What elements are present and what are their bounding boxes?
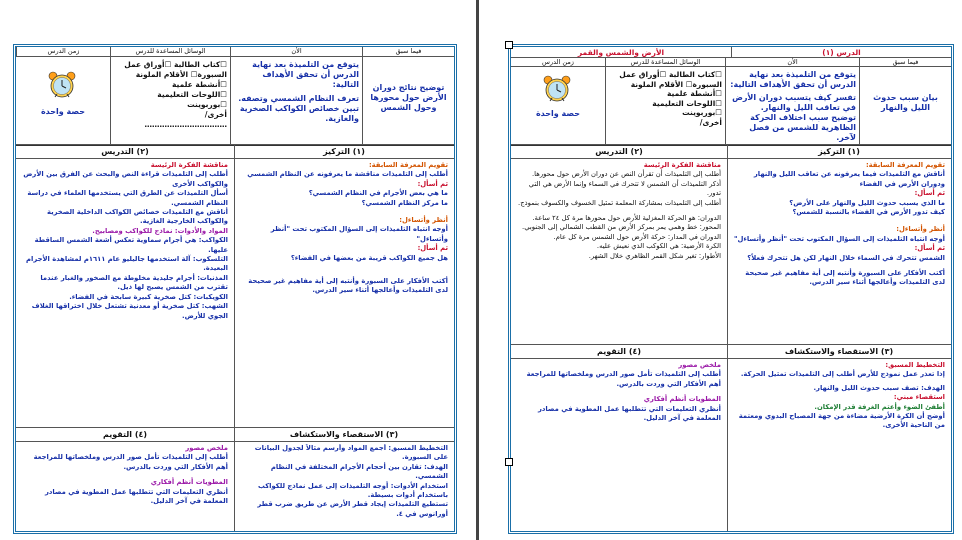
checkbox-icon[interactable]: ☐ [715,98,722,108]
tool-item: اللوحات التعليمية [157,90,221,99]
focus-line: أوجه انتباه التلميذات إلى السؤال المكتوب تحت "أنظر وأتساءل" [733,234,945,243]
lesson-header [16,47,454,146]
teaching-line: أسأل التلميذات عن الطرق التي يستخدمها العلماء في دراسة النظام الشمسي. [27,189,228,207]
teaching-line: أناقش مع التلميذات خصائص الكواكب الداخلية الصخرية والكواكب الخارجية الغازية. [46,208,228,226]
teaching-line: أطلب إلى التلميذات أن تقرأن النص عن دوران الأرض حول محورها. [532,170,721,179]
teaching-line: الأطوار: تغير شكل القمر الظاهري خلال الشهر. [588,251,721,260]
focus-line: هل جميع الكواكب قريبة من بعضها في الفضاء؟ [290,253,448,262]
teaching-title: (٢) التدريس [101,147,149,156]
focus-line: ما هي بعض الأجرام في النظام الشمسي؟ [308,189,448,198]
tool-item: أخرى/ [204,110,227,119]
evaluation-line: المطويات أنظم أفكاري [643,395,721,404]
teaching-title: (٢) التدريس [595,147,643,156]
objectives-label: الأن [230,47,362,57]
evaluation-title: (٤) التقويم [596,347,642,356]
tools-label: الوسائل المساعدة للدرس [110,47,230,57]
evaluation-body [22,444,228,528]
assessment-line: تستطيع التلميذات إيجاد قطر الأرض عن طريق ضرب قطر أورانوس في ٤. [257,500,448,518]
assessment-line: أوضح أن الكرة الأرضية مضاءة من جهة المصباح البدوي ومعتمة من الناحية الأخرى. [738,412,945,430]
tool-item: كتاب الطالبة [173,60,221,69]
tool-item: اللوحات التعليمية [652,98,716,108]
focus-line: ما مركز النظام الشمسي؟ [361,198,448,207]
tools-label: الوسائل المساعدة للدرس [605,58,725,67]
assessment-line: الهدف: تقارن بين أحجام الأجرام المختلفة في النظام الشمسي. [270,462,448,481]
checkbox-icon[interactable]: ☐ [190,70,198,79]
prior-cell [362,57,454,145]
tool-item: السبورة [692,79,722,89]
prior-cell [859,67,951,145]
selection-handle[interactable] [505,41,513,49]
lesson-header [511,47,951,146]
assessment-line: إذا تعذر عمل نموذج للأرض أطلب إلى التلميذات تمثيل الحركة. [740,370,945,379]
checkbox-icon[interactable]: ☐ [715,70,722,79]
checkbox-icon[interactable]: ☐ [715,89,722,98]
assessment-line: أطفئ الضوء وأعتم الغرفة قدر الإمكان. [814,402,945,411]
teaching-line: الدوران في المدار: حركة الأرض حول الشمس مرة كل عام. [553,232,721,241]
tool-item: أوراق عمل [124,60,165,69]
tool-item: بوربوينت [682,108,716,117]
teaching-line: المواد والأدوات: نماذج للكواكب ومصابيح. [92,226,228,235]
tool-item: أوراق عمل [619,70,660,79]
evaluation-body [517,361,721,529]
duration-text: حصة واحدة [40,107,86,116]
time-cell [16,57,110,145]
tools-cell [605,67,725,145]
objective-item: تبين خصائص الكواكب الصخرية والغازية. [239,104,359,123]
focus-line: كيف تدور الأرض في الفضاء بالنسبة للشمس؟ [792,208,945,217]
teaching-line: أذكر التلميذات أن الشمس لا تتحرك في السماء وإنما الأرض هي التي تدور. [528,179,721,198]
evaluation-title: (٤) التقويم [102,430,148,439]
objectives-intro: يتوقع من التلميذة بعد نهاية الدرس أن تحقق الأهداف التالية: [730,70,856,89]
checkbox-icon[interactable]: ☐ [220,90,227,99]
focus-line: أكتب الأفكار على السبورة وأنتبه إلى أية مفاهيم غير صحيحة لدى التلميذات وأعالجها أثناء سير الدرس. [745,269,945,287]
selection-handle[interactable] [505,458,513,466]
row-rule [511,344,951,345]
checkbox-icon[interactable]: ☐ [659,70,667,79]
focus-line: أطلب إلى التلميذات مناقشة ما يعرفونه عن النظام الشمسي [247,170,448,179]
checkbox-icon[interactable]: ☐ [220,60,227,69]
assessment-line: استقصاء مبني: [893,393,945,402]
lesson-label: الدرس (١) [731,47,951,58]
objectives-cell [725,67,859,145]
objective-item: تعرف النظام الشمسي وتصفه. [238,94,359,103]
checkbox-icon[interactable]: ☐ [164,60,172,69]
teaching-line: أطلب إلى التلميذات قراءة النص والبحث عن الفرق بين الأرض والكواكب الأخرى [23,170,228,188]
row-rule [16,427,454,428]
focus-line: أنظر وأتساءل: [896,225,945,234]
duration-text: حصة واحدة [535,109,581,118]
focus-title: (١) التركيز [323,147,365,156]
focus-line: ما الذي يسبب حدوث الليل والنهار على الأرض؟ [789,198,945,207]
row-rule [511,158,951,159]
focus-line: ثم أسأل: [417,179,448,188]
evaluation-line: أنظري التعليمات التي تتطلبها عمل المطوية في مصادر المعلمة في آخر الدليل. [537,404,721,423]
objectives-label: الأن [725,58,859,67]
teaching-line: المذنبات: أجرام جليدية مخلوطة مع الصخور والغبار عندما تقترب من الشمس يصبح لها ذيل. [40,273,228,292]
row-rule [16,441,454,442]
objectives-intro: يتوقع من التلميذة بعد نهاية الدرس أن تحقق الأهداف التالية: [252,60,359,89]
column-rule [234,145,235,531]
evaluation-line: أنظري التعليمات التي تتطلبها عمل المطوية في مصادر المعلمة في آخر الدليل. [44,487,228,506]
focus-line: أوجه انتباه التلميذات إلى السؤال المكتوب تحت "أنظر وأتساءل" [270,225,448,243]
page-divider [476,0,479,540]
focus-title: (١) التركيز [818,147,860,156]
alarm-clock-icon [46,71,78,99]
teaching-line: الكرة الأرضية: هي الكوكب الذي نعيش عليه. [596,242,721,251]
evaluation-line: أطلب إلى التلميذات تأمل صور الدرس وملخصاتها للمراجعة أهم الأفكار التي وردت بالدرس. [526,370,721,388]
assessment-title: (٣) الاستقصاء والاستكشاف [784,347,894,356]
lesson-title: الأرض والشمس والقمر [511,47,731,58]
assessment-body [240,444,448,528]
tool-item: السبورة [197,70,227,79]
assessment-line: الهدف: تصف سبب حدوث الليل والنهار. [813,383,945,392]
teaching-line: الشهب: كتل صخرية أو معدنية تشتعل خلال اختراقها الغلاف الجوي للأرض. [31,302,228,320]
teaching-body [22,161,228,423]
evaluation-line: المطويات أنظم أفكاري [150,478,228,487]
teaching-line: الكواكب: هي أجرام سماوية تعكس أشعة الشمس الساقطة عليها. [34,236,228,254]
checkbox-icon[interactable]: ☐ [220,100,227,109]
teaching-line: الدوران: هو الحركة المغزلية للأرض حول محورها مرة كل ٢٤ ساعة. [532,214,721,223]
focus-line: ثم أسأل: [417,244,448,253]
assessment-line: التخطيط المسبق: أجمع المواد وأرسم مثالاً لجدول البيانات على السبورة. [254,444,448,462]
teaching-line: التلسكوب: آلة استخدمها جاليليو عام ١٦١١م لمشاهدة الأجرام البعيدة. [26,255,228,273]
tools-cell: ☐كتاب الطالبة ☐أوراق عمل السبورة☐ الأقلام الملونة ☐أنشطة علمية ☐اللوحات التعليمية ☐بوربوينت أخرى/ …………………………… [110,57,230,145]
tool-item: الأقلام الملونة [630,79,684,89]
teaching-line: مناقشة الفكرة الرئيسة [643,161,721,169]
evaluation-line: أطلب إلى التلميذات تأمل صور الدرس وملخصاتها للمراجعة أهم الأفكار التي وردت بالدرس. [33,453,228,471]
focus-line: تقويم المعرفة السابقة: [865,161,945,169]
checkbox-icon[interactable]: ☐ [220,80,227,89]
assessment-title: (٣) الاستقصاء والاستكشاف [289,430,399,439]
assessment-line: التخطيط المسبق: [885,361,945,369]
time-label: زمن الدرس [511,58,605,67]
checkbox-icon[interactable]: ☐ [715,108,722,117]
prior-label: فيما سبق [859,58,951,67]
tool-item: الأقلام الملونة [135,70,189,79]
time-cell [511,67,605,145]
checkbox-icon[interactable]: ☐ [685,79,693,89]
column-rule [727,145,728,531]
objective-item: توضيح سبب اختلاف الحركة الظاهرية للشمس من فصل لآخر. [749,113,856,142]
assessment-line: استخدام الأدوات: أوجه التلميذات إلى عمل نماذج للكواكب باستخدام أدوات بسيطة. [258,481,448,500]
evaluation-line: ملخص مصور [678,361,721,369]
prior-text: توضيح نتائج دوران الأرض حول محورها وحول الشمس [370,83,447,112]
focus-line: ثم أسأل: [914,244,945,253]
row-rule [511,358,951,359]
assessment-body [733,361,945,529]
focus-line: ثم أسأل: [914,189,945,198]
objectives-cell [230,57,362,145]
focus-line: أنظر وأتساءل: [399,216,448,225]
prior-text: بيان سبب حدوث الليل والنهار [873,93,938,112]
tool-item: أخرى/ [699,117,722,127]
objective-item: تفسر كيف يتسبب دوران الأرض في تعاقب الليل والنهار. [732,93,856,112]
focus-body [733,161,945,351]
teaching-line: أطلب إلى التلميذات بمشاركة المعلمة تمثيل الخسوف والكسوف بنموذج. [518,198,721,207]
focus-line: أكتب الأفكار على السبورة وأنتبه إلى أية مفاهيم غير صحيحة لدى التلميذات وأعالجها أثناء سير الدرس. [248,277,448,295]
lesson-page-right [508,44,954,534]
focus-line: الشمس تتحرك في السماء خلال النهار لكن هل تتحرك فعلاً؟ [747,253,945,262]
row-rule [16,158,454,159]
evaluation-line: ملخص مصور [185,444,228,452]
tool-item: بوربوينت [187,100,221,109]
teaching-line: مناقشة الفكرة الرئيسة [150,161,228,169]
tool-item: أنشطة علمية [666,89,716,98]
teaching-line: الكويكبات: كتل صخرية كبيرة سابحة في الفضاء. [69,292,228,301]
focus-line: تقويم المعرفة السابقة: [368,161,448,169]
tool-item: كتاب الطالبة [668,70,716,79]
prior-label: فيما سبق [362,47,454,57]
tool-item: أنشطة علمية [171,80,221,89]
focus-body [240,161,448,421]
focus-line: أناقش مع التلميذات فيما يعرفونه عن تعاقب الليل والنهار ودوران الأرض في الفضاء [753,170,945,188]
teaching-line: المحور: خط وهمي يمر بمركز الأرض من القطب الشمالي إلى الجنوبي. [522,223,721,232]
time-label: زمن الدرس [16,47,110,57]
alarm-clock-icon [541,75,573,103]
lesson-page-left [13,44,457,534]
